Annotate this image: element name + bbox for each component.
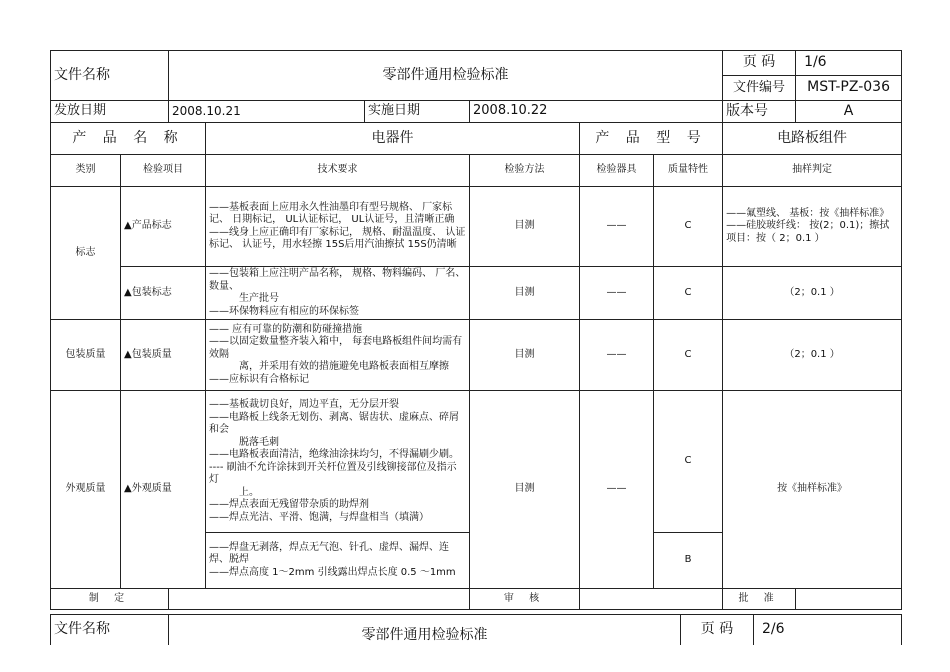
tool-cell: —— [580, 391, 654, 589]
table-row [51, 267, 902, 320]
requirement-line: ——焊点高度 1～2mm 引线露出焊点长度 0.5 ～1mm [209, 566, 456, 578]
requirement-line: ——基板裁切良好，周边平直，无分层开裂 [209, 399, 399, 410]
requirements-cell [206, 320, 470, 391]
requirements-cell [206, 533, 470, 589]
sampling-cell [723, 187, 902, 267]
requirement-line: ——焊点光洁、平滑、饱满，与焊盘相当（填满） [209, 511, 429, 523]
sampling-cell: （2；0.1 ） [723, 267, 902, 320]
next-page-header [50, 614, 902, 645]
page-value: 2/6 [754, 615, 902, 645]
tool-cell: —— [580, 187, 654, 267]
col-quality: 质量特性 [654, 155, 723, 187]
col-tool: 检验器具 [580, 155, 654, 187]
method-cell: 目测 [470, 320, 580, 391]
quality-cell: B [654, 533, 723, 589]
tool-cell: —— [580, 320, 654, 391]
requirement-line: ——以固定数量整齐装入箱中， 每套电路板组件间均需有效隔 [209, 336, 463, 360]
issue-date-value: 2008.10.21 [169, 101, 365, 123]
doc-title: 零部件通用检验标准 [169, 615, 681, 645]
product-model-value: 电路板组件 [723, 123, 902, 155]
requirement-line: ——环保物料应有相应的环保标签 [209, 305, 359, 317]
requirement-line: 上。 [239, 486, 259, 498]
product-name-label: 产 品 名 称 [51, 123, 206, 155]
tool-cell: —— [580, 267, 654, 320]
quality-cell: C [654, 187, 723, 267]
method-cell: 目测 [470, 391, 580, 589]
effective-date-label: 实施日期 [365, 101, 470, 123]
product-name-value: 电器件 [206, 123, 580, 155]
requirement-line: 脱落毛刺 [239, 436, 279, 448]
page-label: 页 码 [681, 615, 754, 645]
requirement-line: ——焊点表面无残留带杂质的助焊剂 [209, 499, 369, 510]
review-label: 审 核 [470, 589, 580, 610]
sampling-line: ——氟塑线、 基板：按《抽样标准》 [726, 207, 890, 219]
requirement-line: ——包装箱上应注明产品名称， 规格、物料编码、 厂名、数量、 [209, 268, 466, 292]
doc-title: 零部件通用检验标准 [169, 51, 723, 101]
requirement-line: 生产批号 [239, 293, 279, 304]
table-row [51, 187, 902, 267]
doc-no-value: MST-PZ-036 [796, 76, 902, 101]
requirement-line: ——焊盘无剥落，焊点无气泡、针孔、虚焊、漏焊、连焊、脱焊 [209, 541, 449, 566]
method-cell: 目测 [470, 187, 580, 267]
version-value: A [796, 101, 902, 123]
item-cell: ▲产品标志 [121, 187, 206, 267]
inspection-standard-table [50, 50, 902, 610]
item-cell: ▲包装标志 [121, 267, 206, 320]
item-cell: ▲包装质量 [121, 320, 206, 391]
requirements-cell [206, 391, 470, 533]
quality-cell: C [654, 267, 723, 320]
requirements-cell [206, 267, 470, 320]
made-value [169, 589, 470, 610]
file-name-label: 文件名称 [51, 51, 169, 101]
col-sampling: 抽样判定 [723, 155, 902, 187]
version-label: 版本号 [723, 101, 796, 123]
table-row [51, 320, 902, 391]
made-label: 制 定 [51, 589, 169, 610]
requirement-line: ——应标识有合格标记 [209, 373, 309, 385]
requirement-line: ——基板表面上应用永久性油墨印有型号规格、 厂家标记、 日期标记， UL认证标记， UL认证号，且清晰正确 [209, 201, 455, 225]
doc-no-label: 文件编号 [723, 76, 796, 101]
sampling-cell: （2；0.1 ） [723, 320, 902, 391]
issue-date-label: 发放日期 [51, 101, 169, 123]
requirement-line: 离，并采用有效的措施避免电路板表面相互摩擦 [239, 361, 449, 373]
method-cell: 目测 [470, 267, 580, 320]
quality-cell: C [654, 391, 723, 533]
page-value: 1/6 [796, 51, 902, 76]
file-name-label: 文件名称 [51, 615, 169, 645]
category-cell: 包装质量 [51, 320, 121, 391]
approve-value [796, 589, 902, 610]
requirement-line: —— 应有可靠的防潮和防碰撞措施 [209, 323, 363, 335]
quality-cell: C [654, 320, 723, 391]
requirements-cell [206, 187, 470, 267]
signature-row [51, 589, 902, 610]
item-cell: ▲外观质量 [121, 391, 206, 589]
table-row [51, 391, 902, 533]
review-value [580, 589, 723, 610]
effective-date-value: 2008.10.22 [470, 101, 723, 123]
col-category: 类别 [51, 155, 121, 187]
col-method: 检验方法 [470, 155, 580, 187]
col-requirements: 技术要求 [206, 155, 470, 187]
requirement-line: ---- 刷油不允许涂抹到开关杆位置及引线铆接部位及指示灯 [209, 461, 457, 485]
approve-label: 批 准 [723, 589, 796, 610]
sampling-cell: 按《抽样标准》 [723, 391, 902, 589]
requirement-line: ——电路板上线条无划伤、剥离、锯齿状、虚麻点、碎屑和会 [209, 411, 459, 435]
requirement-line: ——线身上应正确印有厂家标记， 规格、耐温温度、 认证标记、 认证号，用水轻擦 15S后用汽油擦拭 15S仍清晰 [209, 226, 466, 250]
column-header-row [51, 155, 902, 187]
category-cell: 标志 [51, 187, 121, 320]
category-cell: 外观质量 [51, 391, 121, 589]
product-model-label: 产 品 型 号 [580, 123, 723, 155]
sampling-line: ——硅胶玻纤线： 按(2；0.1)；擦拭项目：按（ 2；0.1 ） [726, 220, 890, 244]
page-label: 页 码 [723, 51, 796, 76]
requirement-line: ——电路板表面清洁，绝缘油涂抹均匀，不得漏刷少刷。 [209, 449, 459, 460]
col-item: 检验项目 [121, 155, 206, 187]
